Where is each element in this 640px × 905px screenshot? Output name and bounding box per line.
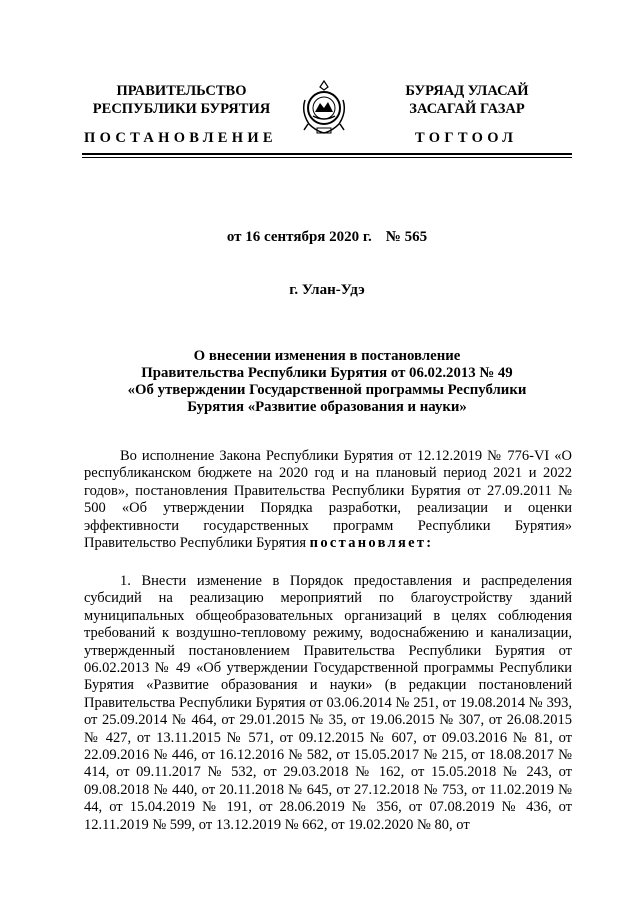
header-right-line2: ЗАСАГАЙ ГАЗАР: [409, 101, 525, 117]
header-divider-thick: [82, 153, 572, 155]
header-right-block: [388, 82, 546, 118]
document-date: от 16 сентября 2020 г.: [226, 229, 372, 245]
title-line-1: О внесении изменения в постановление: [193, 348, 461, 364]
title-line-4: Бурятия «Развитие образования и науки»: [187, 399, 467, 415]
header-right-line1: БУРЯАД УЛАСАЙ: [405, 83, 529, 99]
document-city: г. Улан-Удэ: [289, 282, 365, 298]
title-line-3: «Об утверждении Государственной программы Республики: [127, 382, 527, 398]
document-title: [100, 348, 554, 416]
document-number: № 565: [385, 229, 428, 245]
preamble-text: Во исполнение Закона Республики Бурятия от 12.12.2019 № 776-VI «О республиканском бюджете на 2020 год и на плановый период 2021 и 2022 годов», постановления Правительства Республики Бурятия от 27.09.2011 № 500 «Об утверждении Порядка разработки, реализации и оценки эффективности государственных программ Республики Бурятия» Правительство Республики Бурятия: [84, 448, 572, 552]
doc-type-buryat: ТОГТООЛ: [415, 130, 518, 146]
clause-1-paragraph: 1. Внести изменение в Порядок предоставления и распределения субсидий на реализацию мероприятий по благоустройству зданий муниципальных общеобразовательных организаций в целях соблюдения требований к воздушно-тепловому режиму, водоснабжению и канализации, утвержденный постановлением Правительства Республики Бурятия от 06.02.2013 № 49 «Об утверждении Государственной программы Республики Бурятия «Развитие образования и науки» (в редакции постановлений Правительства Республики Бурятия от 03.06.2014 № 251, от 19.08.2014 № 393, от 25.09.2014 № 464, от 29.01.2015 № 35, от 19.06.2015 № 307, от 26.08.2015 № 427, от 13.11.2015 № 571, от 09.12.2015 № 607, от 09.03.2016 № 81, от 22.09.2016 № 446, от 16.12.2016 № 582, от 15.05.2017 № 215, от 18.08.2017 № 414, от 09.11.2017 № 532, от 29.03.2018 № 162, от 15.05.2018 № 243, от 09.08.2018 № 440, от 20.11.2018 № 645, от 27.12.2018 № 753, от 11.02.2019 № 44, от 15.04.2019 № 191, от 28.06.2019 № 356, от 07.08.2019 № 436, от 12.11.2019 № 599, от 13.12.2019 № 662, от 19.02.2020 № 80, от: [84, 573, 572, 833]
header-divider-thin: [82, 157, 572, 158]
doc-type-russian: ПОСТАНОВЛЕНИЕ: [84, 130, 277, 146]
title-line-2: Правительства Республики Бурятия от 06.02.2013 № 49: [141, 365, 513, 381]
header-left-line1: ПРАВИТЕЛЬСТВО: [116, 83, 247, 99]
coat-of-arms-icon: [299, 78, 349, 138]
resolution-keyword: постановляет:: [309, 535, 434, 552]
header-left-block: [84, 82, 279, 118]
preamble-paragraph: [84, 448, 572, 552]
date-number-line: [82, 228, 572, 246]
header-left-line2: РЕСПУБЛИКИ БУРЯТИЯ: [92, 101, 271, 117]
